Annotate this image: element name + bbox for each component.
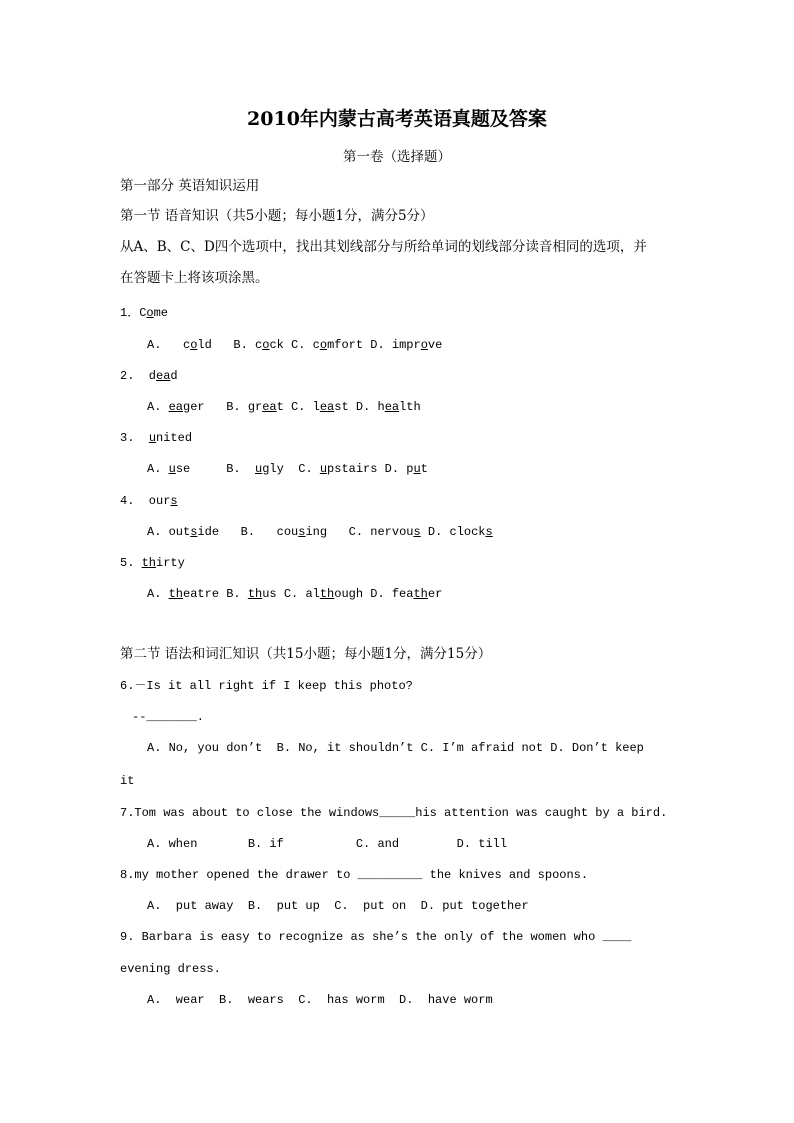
question-7-stem: 7.Tom was about to close the windows_____his attention was caught by a bird. [120, 806, 668, 820]
question-6-options: A. No, you don’t B. No, it shouldn’t C. I’m afraid not D. Don’t keep [147, 741, 644, 755]
question-options: A. theatre B. thus C. although D. feather [147, 587, 443, 601]
section1-instruction: 从A、B、C、D四个选项中，找出其划线部分与所给单词的划线部分读音相同的选项，并 [120, 239, 647, 255]
question-9-stem-cont: evening dress. [120, 962, 221, 976]
page-title: 2010年内蒙古高考英语真题及答案 [247, 108, 547, 130]
question-options: A. eager B. great C. least D. health [147, 400, 421, 414]
section2-heading: 第二节 语法和词汇知识（共15小题；每小题1分，满分15分） [120, 646, 492, 662]
question-7-options: A. when B. if C. and D. till [147, 837, 508, 851]
question-9-stem: 9. Barbara is easy to recognize as she’s the only of the women who ____ [120, 930, 632, 944]
section1-heading: 第一节 语音知识（共5小题；每小题1分，满分5分） [120, 208, 434, 224]
question-options: A. outside B. cousing C. nervous D. clocks [147, 525, 493, 539]
question-stem: 5. thirty [120, 556, 185, 570]
question-9-options: A. wear B. wears C. has worm D. have worm [147, 993, 493, 1007]
question-6-options-cont: it [120, 774, 135, 788]
question-stem: 1．Come [120, 306, 169, 320]
question-8-options: A. put away B. put up C. put on D. put together [147, 899, 529, 913]
question-6-stem: 6.－Is it all right if I keep this photo? [120, 679, 413, 693]
part-heading: 第一部分 英语知识运用 [120, 178, 260, 194]
question-stem: 4. ours [120, 494, 178, 508]
section1-instruction-cont: 在答题卡上将该项涂黑。 [120, 270, 269, 286]
question-stem: 3. united [120, 431, 193, 445]
question-6-response: --_______. [132, 710, 205, 724]
question-8-stem: 8.my mother opened the drawer to _________ the knives and spoons. [120, 868, 589, 882]
question-options: A. use B. ugly C. upstairs D. put [147, 462, 428, 476]
question-options: A. cold B. cock C. comfort D. improve [147, 338, 443, 352]
page-subtitle: 第一卷（选择题） [343, 149, 451, 165]
question-stem: 2. dead [120, 369, 178, 383]
